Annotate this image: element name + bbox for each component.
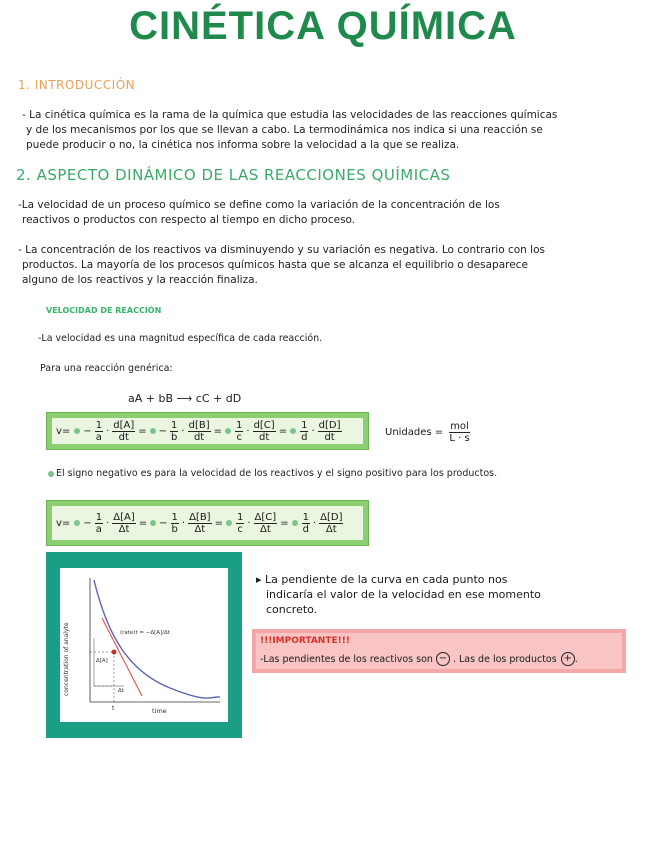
- important-inner: [256, 633, 622, 669]
- multiply-dot: ·: [312, 517, 317, 529]
- important-text-a: -Las pendientes de los reactivos son: [260, 653, 433, 665]
- rate-formula-differential: [46, 412, 369, 450]
- sign-note-text: El signo negativo es para la velocidad de los reactivos y el signo positivo para los productos.: [56, 468, 498, 479]
- paragraph-line: reactivos o productos con respecto al tiempo en dicho proceso.: [22, 214, 356, 226]
- graph-frame: [46, 552, 242, 738]
- concentration-graph: [60, 568, 228, 722]
- coef-fraction: $\frac{1}{a}$: [95, 419, 103, 443]
- definition-paragraph: [18, 198, 638, 228]
- intro-line: y de los mecanismos por los que se llevan a cabo. La termodinámica nos indica si una reacción se: [26, 124, 543, 136]
- t-label: t: [112, 705, 115, 712]
- units-denominator: L · s: [449, 433, 470, 444]
- derivative-fraction: $\frac{\Delta[C]}{\Delta t}$: [254, 511, 277, 535]
- paragraph-line: -La velocidad de un proceso químico se define como la variación de la concentración de los: [18, 199, 500, 211]
- multiply-dot: ·: [181, 517, 186, 529]
- coef-fraction: $\frac{1}{d}$: [302, 511, 309, 535]
- formula-content: [52, 506, 363, 540]
- reaction-equation: aA + bB ⟶ cC + dD: [128, 392, 242, 405]
- bullet-dot: [48, 471, 54, 477]
- important-text: -Las pendientes de los reactivos son − . Las de los productos + .: [260, 653, 578, 665]
- equals-sign: =: [214, 517, 223, 529]
- sign-minus: −: [158, 425, 168, 437]
- rate-label: (rate)t = −Δ[A]/Δt: [120, 630, 170, 636]
- minus-circle-icon: −: [436, 652, 450, 666]
- equals-sign: =: [138, 425, 147, 437]
- formula-content: [52, 418, 363, 444]
- coef-fraction: $\frac{1}{a}$: [95, 511, 103, 535]
- equals-sign: =: [138, 517, 148, 529]
- multiply-dot: ·: [246, 425, 250, 437]
- coef-fraction: $\frac{1}{d}$: [301, 419, 308, 443]
- paragraph-line: alguno de los reactivos y la reacción finaliza.: [22, 274, 258, 286]
- plus-circle-icon: +: [561, 652, 575, 666]
- coef-fraction: $\frac{1}{c}$: [236, 511, 244, 535]
- multiply-dot: ·: [181, 425, 185, 437]
- intro-paragraph: [22, 108, 638, 153]
- paragraph-line: - La concentración de los reactivos va disminuyendo y su variación es negativa. Lo contrario con los: [18, 244, 545, 256]
- multiply-dot: ·: [311, 425, 315, 437]
- multiply-dot: ·: [247, 517, 251, 529]
- derivative-fraction: $\frac{\Delta[D]}{\Delta t}$: [320, 511, 343, 535]
- paragraph-line: productos. La mayoría de los procesos químicos hasta que se alcanza el equilibrio o desaparece: [22, 259, 528, 271]
- equals-sign: =: [278, 425, 288, 437]
- formula-v: v=: [56, 517, 71, 529]
- subheading-velocidad: VELOCIDAD DE REACCIÓN: [46, 306, 162, 315]
- formula-v: v=: [56, 425, 71, 437]
- section-heading-introduccion: 1. INTRODUCCIÓN: [18, 78, 136, 92]
- concentration-paragraph: [18, 243, 638, 288]
- bullet-dot: [290, 428, 296, 434]
- slope-note-line: ▸ La pendiente de la curva en cada punto nos: [256, 573, 508, 586]
- velocidad-line: -La velocidad es una magnitud específica de cada reacción.: [38, 333, 323, 344]
- bullet-dot: [225, 428, 231, 434]
- sign-minus: −: [83, 517, 92, 529]
- coef-fraction: $\frac{1}{c}$: [236, 419, 243, 443]
- multiply-dot: ·: [106, 517, 110, 529]
- derivative-fraction: $\frac{\Delta[B]}{\Delta t}$: [189, 511, 211, 535]
- units-label: Unidades =: [385, 427, 444, 438]
- concentration-curve-svg: [60, 568, 228, 722]
- delta-t-label: Δt: [118, 688, 124, 694]
- derivative-fraction: $\frac{\Delta[A]}{\Delta t}$: [113, 511, 135, 535]
- units: [385, 421, 472, 444]
- coef-fraction: $\frac{1}{b}$: [171, 511, 178, 535]
- bullet-dot: [74, 428, 80, 434]
- important-text-b: . Las de los productos: [452, 653, 557, 665]
- bullet-dot: [226, 520, 232, 526]
- derivative-fraction: $\frac{d[C]}{dt}$: [253, 419, 275, 443]
- important-title: !!!IMPORTANTE!!!: [260, 636, 350, 646]
- bullet-dot: [292, 520, 298, 526]
- slope-note-line: indicaría el valor de la velocidad en ese momento: [266, 588, 541, 601]
- multiply-dot: ·: [106, 425, 110, 437]
- y-axis-label: concentration of analyte: [63, 622, 70, 696]
- bullet-dot: [74, 520, 80, 526]
- equals-sign: =: [213, 425, 222, 437]
- intro-line: puede producir o no, la cinética nos informa sobre la velocidad a la que se realiza.: [26, 139, 460, 151]
- derivative-fraction: $\frac{d[A]}{dt}$: [113, 419, 135, 443]
- sign-minus: −: [159, 517, 168, 529]
- delta-a-label: Δ[A]: [96, 658, 108, 664]
- intro-line: - La cinética química es la rama de la química que estudia las velocidades de las reacciones químicas: [22, 109, 558, 121]
- units-numerator: mol: [450, 421, 469, 432]
- slope-note-text: La pendiente de la curva en cada punto nos: [265, 573, 508, 586]
- important-box: [252, 629, 626, 673]
- rate-formula-average: [46, 500, 369, 546]
- bullet-dot: [150, 428, 156, 434]
- sign-note: [46, 468, 497, 479]
- derivative-fraction: $\frac{d[B]}{dt}$: [188, 419, 210, 443]
- x-axis-label: time: [152, 707, 167, 715]
- slope-note: [256, 572, 626, 617]
- section-heading-aspecto: 2. ASPECTO DINÁMICO DE LAS REACCIONES QUÍMICAS: [16, 166, 451, 184]
- slope-note-line: concreto.: [266, 603, 318, 616]
- bullet-dot: [150, 520, 156, 526]
- derivative-fraction: $\frac{d[D]}{dt}$: [318, 419, 341, 443]
- coef-fraction: $\frac{1}{b}$: [171, 419, 178, 443]
- page-title: CINÉTICA QUÍMICA: [129, 4, 517, 48]
- generic-reaction-intro: Para una reacción genérica:: [40, 363, 173, 374]
- sign-minus: −: [83, 425, 92, 437]
- equals-sign: =: [280, 517, 289, 529]
